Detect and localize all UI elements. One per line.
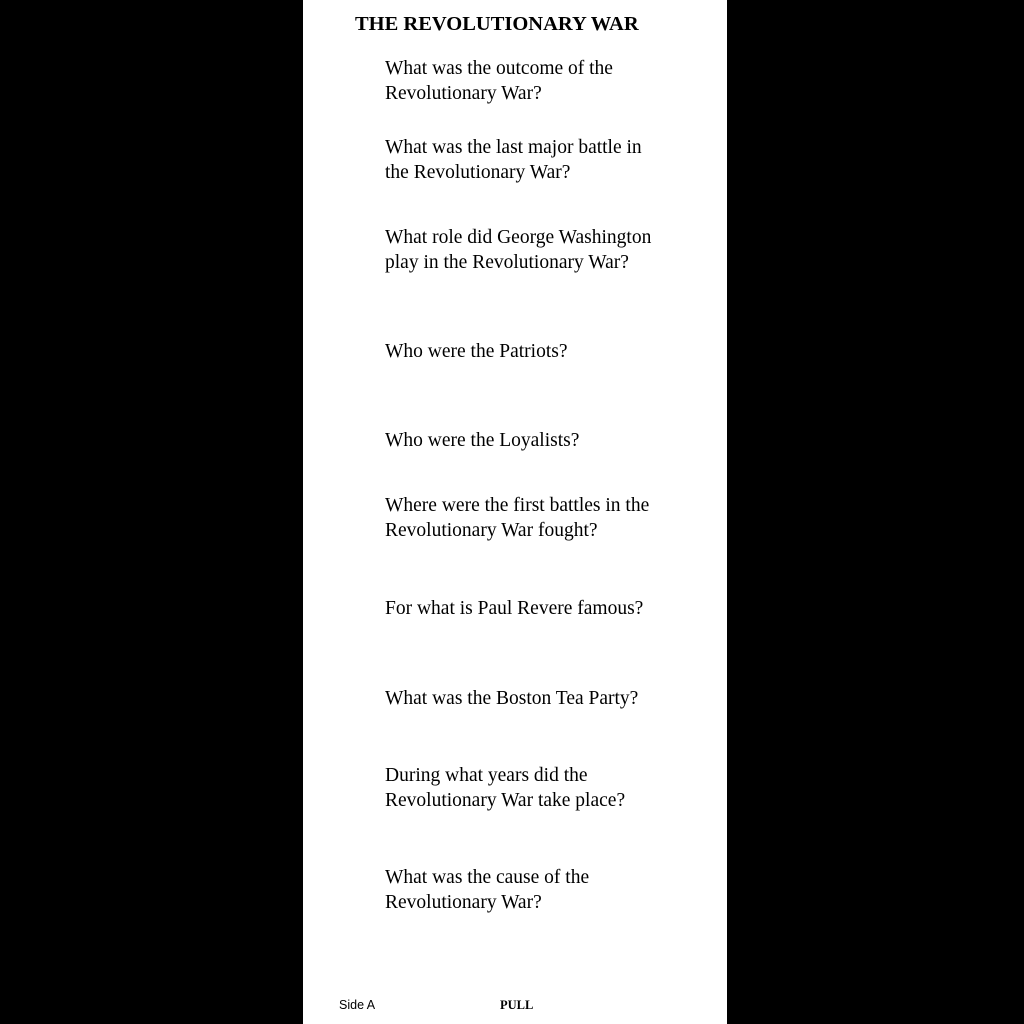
- question-item: For what is Paul Revere famous?: [385, 598, 644, 619]
- question-item: What was the Boston Tea Party?: [385, 688, 639, 709]
- question-item: What was the outcome of the Revolutionary War?: [385, 58, 613, 104]
- flash-card: [303, 0, 727, 1024]
- side-label: Side A: [339, 998, 376, 1012]
- question-item: During what years did the Revolutionary War take place?: [385, 765, 626, 811]
- question-item: What role did George Washington play in the Revolutionary War?: [385, 227, 652, 273]
- question-item: Who were the Patriots?: [385, 341, 568, 362]
- pull-label[interactable]: PULL: [500, 998, 534, 1012]
- card-title: THE REVOLUTIONARY WAR: [355, 13, 639, 35]
- question-item: Where were the first battles in the Revolutionary War fought?: [385, 495, 650, 541]
- question-item: What was the cause of the Revolutionary War?: [385, 867, 590, 913]
- question-item: What was the last major battle in the Revolutionary War?: [385, 137, 642, 183]
- question-item: Who were the Loyalists?: [385, 430, 580, 451]
